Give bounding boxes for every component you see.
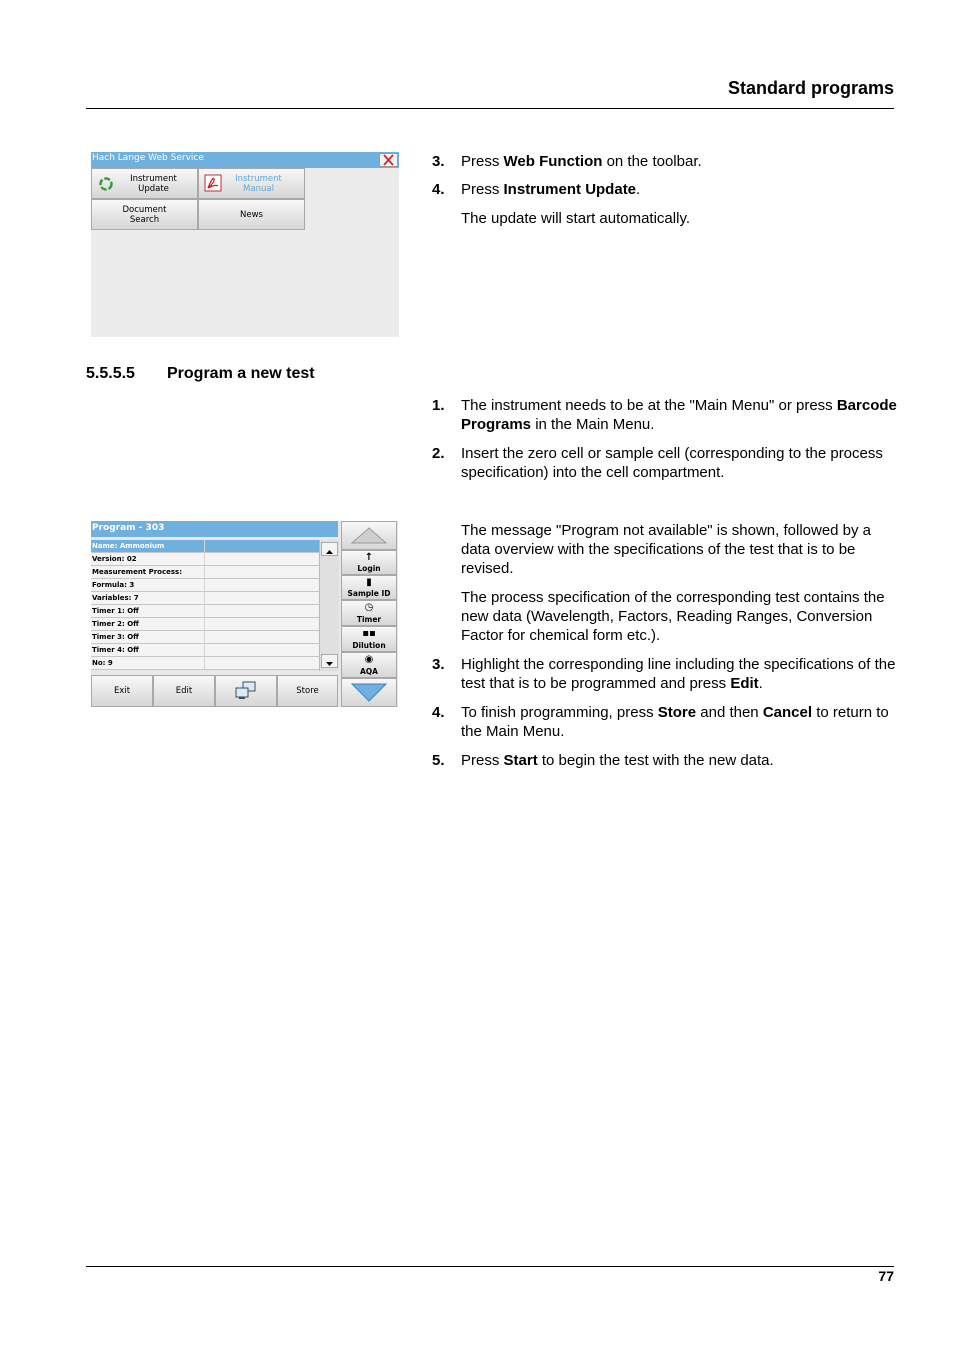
step-text: Press — [461, 752, 504, 769]
list-item[interactable] — [91, 566, 319, 579]
list-item-label: No: 9 — [92, 659, 113, 667]
row-divider — [204, 644, 205, 656]
list-item[interactable] — [91, 657, 319, 670]
section-title: Program a new test — [167, 365, 315, 382]
row-divider — [204, 657, 205, 669]
aqa-icon: ◉ — [364, 654, 374, 665]
step-number: 4. — [432, 181, 445, 198]
row-divider — [204, 540, 205, 552]
list-item[interactable] — [91, 631, 319, 644]
paragraph-text: The process specification of the corresponding test contains the new data (Wavelength, Factors, Reading Ranges, Conversion Factor for chemical form etc.). — [461, 589, 885, 644]
row-divider — [204, 579, 205, 591]
list-item-label: Timer 2: Off — [92, 620, 139, 628]
footer-rule — [86, 1266, 894, 1267]
close-icon — [380, 154, 397, 166]
pdf-icon — [204, 174, 222, 192]
step-text: To finish programming, press — [461, 704, 658, 721]
list-item-label: Variables: 7 — [92, 594, 139, 602]
section-number: 5.5.5.5 — [86, 365, 135, 382]
store-button[interactable] — [277, 675, 338, 707]
triangle-up-icon — [342, 522, 396, 549]
side-toolbar — [341, 521, 398, 707]
step-text: Highlight the corresponding line including the specifications of the test that is to be programmed and press — [461, 656, 896, 692]
list-item-label: Formula: 3 — [92, 581, 135, 589]
dilution-icon: ▪▪ — [362, 628, 376, 639]
list-item-label: Name: Ammonium — [92, 542, 165, 550]
scroll-up-button[interactable] — [321, 542, 338, 556]
step-text: . — [758, 675, 763, 692]
step-store-cancel — [432, 703, 897, 741]
step-bold: Cancel — [762, 704, 813, 721]
step-text: The instrument needs to be at the "Main Menu" or press — [461, 397, 837, 414]
step-number: 1. — [432, 397, 445, 414]
step-text: to return to the Main Menu. — [461, 704, 889, 740]
timer-icon: ◷ — [364, 602, 374, 613]
page-up-button[interactable] — [341, 521, 397, 550]
step-number: 3. — [432, 656, 445, 673]
close-button[interactable] — [379, 153, 398, 167]
step-highlight-line — [432, 655, 897, 693]
program-screenshot — [91, 521, 398, 707]
list-item-label: Timer 4: Off — [92, 646, 139, 654]
arrow-up-icon — [322, 546, 337, 558]
instrument-update-label: Instrument Update — [130, 173, 177, 194]
web-service-title: Hach Lange Web Service — [92, 153, 204, 163]
row-divider — [204, 566, 205, 578]
step-bold: Instrument Update — [503, 181, 637, 198]
edit-label: Edit — [175, 686, 193, 696]
list-item-label: Timer 1: Off — [92, 607, 139, 615]
step-text: in the Main Menu. — [531, 416, 655, 433]
dilution-button[interactable] — [341, 626, 397, 652]
row-divider — [204, 618, 205, 630]
list-item-label: Version: 02 — [92, 555, 137, 563]
step-bold: Web Function — [503, 153, 603, 170]
login-button[interactable] — [341, 550, 397, 575]
list-item[interactable] — [91, 579, 319, 592]
row-divider — [204, 592, 205, 604]
program-title: Program - 303 — [92, 523, 165, 533]
dilution-label: Dilution — [352, 641, 386, 650]
step-start — [432, 751, 897, 770]
page-header-title: Standard programs — [727, 78, 894, 98]
note-text: The update will start automatically. — [461, 210, 690, 227]
step-bold: Start — [503, 752, 538, 769]
sample-id-button[interactable] — [341, 575, 397, 600]
triangle-down-icon — [342, 679, 396, 706]
step-text: Insert the zero cell or sample cell (corresponding to the process specification) into the cell compartment. — [461, 445, 883, 481]
step-number: 3. — [432, 153, 445, 170]
step-number: 2. — [432, 445, 445, 462]
page-down-button[interactable] — [341, 678, 397, 707]
row-divider — [204, 605, 205, 617]
aqa-label: AQA — [360, 667, 378, 676]
cell-icon: ▮ — [366, 577, 372, 588]
paragraph-message — [432, 521, 897, 578]
step-text: Press — [461, 181, 504, 198]
exit-label: Exit — [113, 686, 131, 696]
web-service-screenshot — [91, 152, 399, 337]
list-item[interactable] — [91, 592, 319, 605]
list-item[interactable] — [91, 644, 319, 657]
update-note — [432, 209, 897, 228]
header-rule — [86, 108, 894, 109]
step-text: to begin the test with the new data. — [537, 752, 774, 769]
login-icon: ↑ — [364, 552, 374, 563]
program-titlebar — [91, 521, 338, 537]
step-web-function — [432, 152, 897, 171]
aqa-button[interactable] — [341, 652, 397, 678]
list-item[interactable] — [91, 553, 319, 566]
timer-label: Timer — [356, 615, 382, 624]
step-text: . — [636, 181, 641, 198]
document-search-button[interactable] — [91, 199, 198, 230]
edit-button[interactable] — [153, 675, 215, 707]
step-bold: Store — [657, 704, 697, 721]
program-data-list — [91, 540, 319, 670]
step-bold: Barcode Programs — [461, 397, 897, 433]
arrow-down-icon — [322, 658, 337, 670]
step-text: on the toolbar. — [602, 153, 702, 170]
list-item[interactable] — [91, 540, 319, 553]
step-bold: Edit — [730, 675, 759, 692]
row-divider — [204, 553, 205, 565]
page-number: 77 — [878, 1268, 894, 1284]
step-main-menu — [432, 396, 897, 434]
news-button[interactable] — [198, 199, 305, 230]
refresh-icon — [97, 176, 115, 192]
step-number: 4. — [432, 704, 445, 721]
web-service-titlebar — [91, 152, 399, 168]
sample-id-label: Sample ID — [347, 589, 391, 598]
paragraph-specification — [432, 588, 897, 645]
step-instrument-update — [432, 180, 897, 199]
news-label: News — [240, 209, 263, 220]
list-item[interactable] — [91, 618, 319, 631]
list-item-label: Timer 3: Off — [92, 633, 139, 641]
list-item[interactable] — [91, 605, 319, 618]
network-computer-icon — [234, 681, 258, 701]
login-label: Login — [357, 564, 381, 573]
network-button[interactable] — [215, 675, 277, 707]
step-text: and then — [696, 704, 763, 721]
paragraph-text: The message "Program not available" is shown, followed by a data overview with the specifications of the test that is to be revised. — [461, 522, 872, 577]
document-search-label: Document Search — [122, 204, 167, 225]
row-divider — [204, 631, 205, 643]
list-item-label: Measurement Process: — [92, 568, 183, 576]
timer-button[interactable] — [341, 600, 397, 626]
scroll-down-button[interactable] — [321, 654, 338, 668]
step-text: Press — [461, 153, 504, 170]
instrument-manual-button[interactable] — [198, 168, 305, 199]
step-insert-cell — [432, 444, 897, 482]
instrument-update-button[interactable] — [91, 168, 198, 199]
step-number: 5. — [432, 752, 445, 769]
exit-button[interactable] — [91, 675, 153, 707]
list-scrollbar[interactable] — [319, 540, 339, 671]
store-label: Store — [296, 686, 319, 696]
instrument-manual-label: Instrument Manual — [235, 173, 282, 194]
